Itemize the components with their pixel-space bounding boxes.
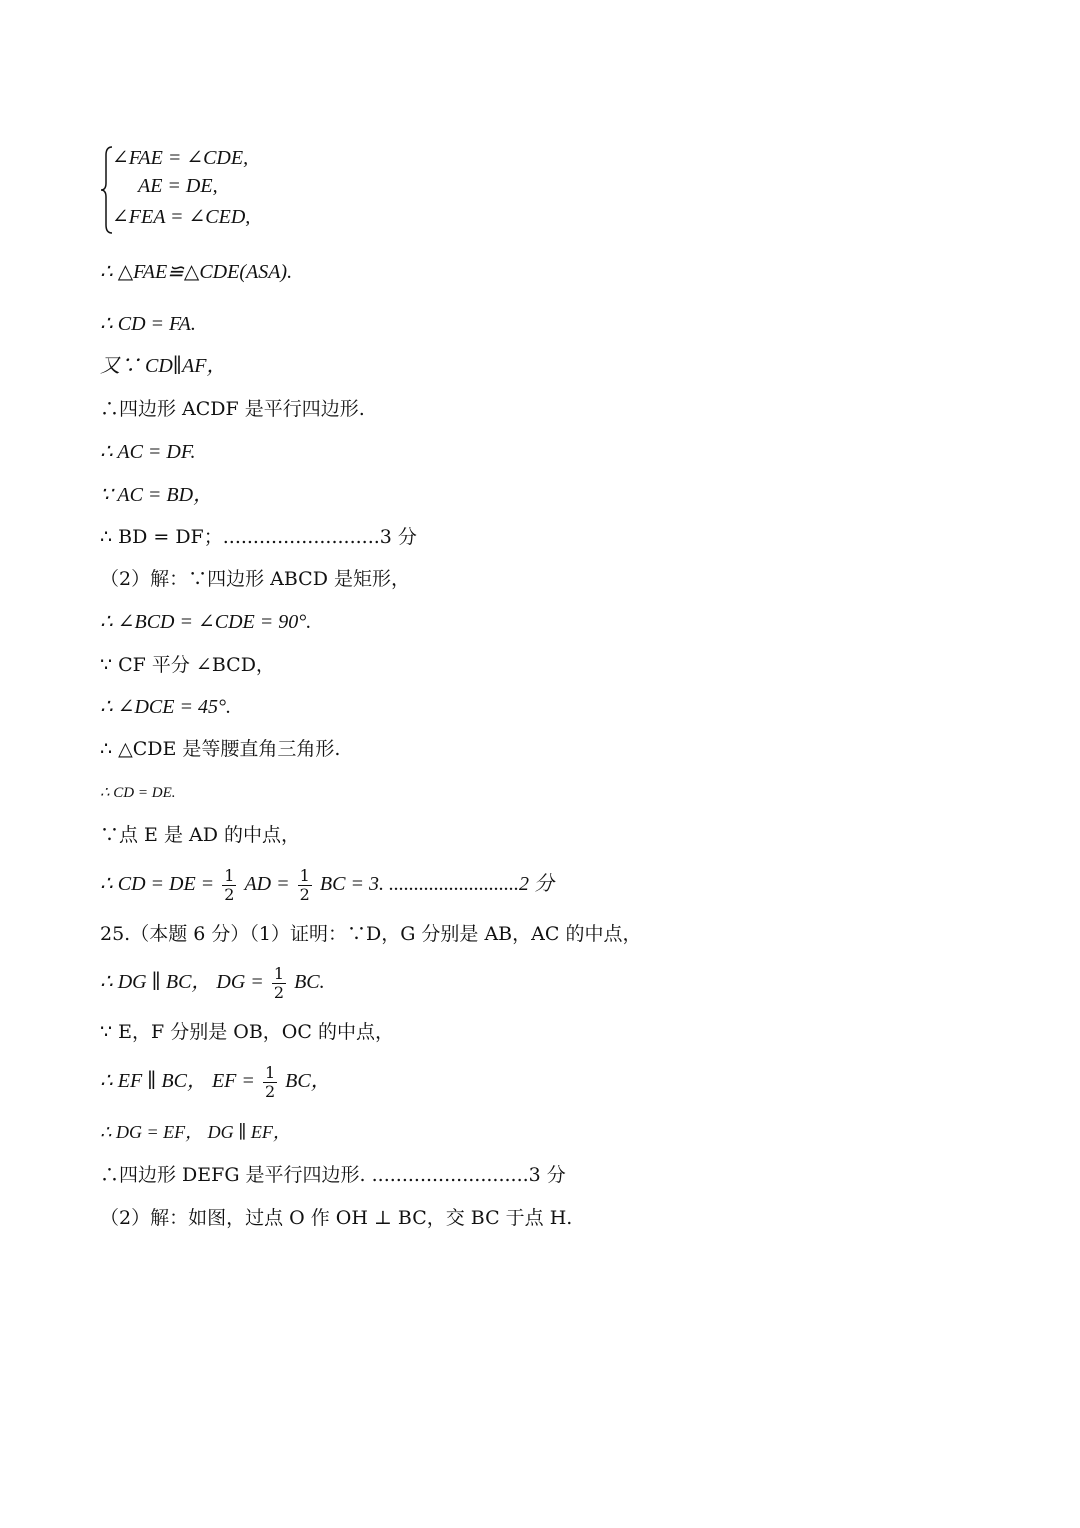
fraction-line-mid: AD =	[244, 873, 290, 895]
fraction-numerator: 1	[273, 963, 285, 983]
fraction-half	[272, 965, 286, 1002]
fraction-line-prefix: ∴ DG ∥ BC， DG =	[100, 971, 264, 993]
fraction-line-ef	[100, 1057, 331, 1105]
proof-line: ∴ ∠DCE = 45°.	[100, 696, 231, 718]
part-2-heading: （2）解：∵四边形 ABCD 是矩形，	[100, 568, 410, 590]
proof-line: ∴ △FAE≌△CDE(ASA).	[100, 261, 293, 283]
fraction-line-suffix: BC，	[285, 1070, 331, 1092]
fraction-line-cd	[100, 860, 554, 908]
fraction-half	[298, 867, 312, 904]
question-25-heading: 25.（本题 6 分）（1）证明：∵D，G 分别是 AB，AC 的中点，	[100, 923, 642, 945]
fraction-denominator: 2	[273, 982, 285, 1002]
proof-line: ∵ CF 平分 ∠BCD，	[100, 654, 275, 676]
part-2-heading: （2）解：如图，过点 O 作 OH ⊥ BC，交 BC 于点 H.	[100, 1207, 573, 1229]
proof-line: ∴ CD = DE.	[100, 785, 176, 801]
proof-line-score: ∴四边形 DEFG 是平行四边形. ..........................3 分	[100, 1164, 566, 1186]
proof-line: ∵ E，F 分别是 OB，OC 的中点，	[100, 1021, 394, 1043]
fraction-half	[263, 1064, 277, 1101]
fraction-numerator: 1	[264, 1062, 276, 1082]
fraction-denominator: 2	[224, 884, 235, 904]
proof-line: ∴ ∠BCD = ∠CDE = 90°.	[100, 611, 312, 633]
proof-line: ∴ △CDE 是等腰直角三角形.	[100, 738, 341, 760]
proof-line: ∵ AC = BD，	[100, 484, 214, 506]
proof-line-score: ∴ BD = DF；..........................3 分	[100, 526, 417, 548]
system-row-1: ∠FAE = ∠CDE,	[112, 147, 249, 169]
proof-line: ∴ CD = FA.	[100, 313, 196, 335]
proof-line: ∴四边形 ACDF 是平行四边形.	[100, 398, 365, 420]
equation-system	[100, 145, 360, 235]
proof-line: ∴ DG = EF， DG ∥ EF，	[100, 1122, 291, 1142]
fraction-line-dg	[100, 958, 325, 1006]
fraction-denominator: 2	[299, 884, 310, 904]
proof-line: ∴ AC = DF.	[100, 441, 196, 463]
fraction-numerator: 1	[299, 865, 310, 885]
fraction-line-suffix: BC.	[294, 971, 325, 993]
proof-line: ∵点 E 是 AD 的中点，	[100, 824, 300, 846]
system-row-2: AE = DE,	[138, 175, 218, 197]
fraction-line-suffix: BC = 3. ..........................2 分	[319, 873, 554, 895]
fraction-line-prefix: ∴ EF ∥ BC， EF =	[100, 1070, 255, 1092]
fraction-half	[222, 867, 236, 904]
fraction-numerator: 1	[224, 865, 235, 885]
system-row-3: ∠FEA = ∠CED,	[112, 206, 251, 228]
fraction-line-prefix: ∴ CD = DE =	[100, 873, 215, 895]
fraction-denominator: 2	[264, 1081, 276, 1101]
proof-line: 又∵ CD∥AF，	[100, 355, 227, 377]
